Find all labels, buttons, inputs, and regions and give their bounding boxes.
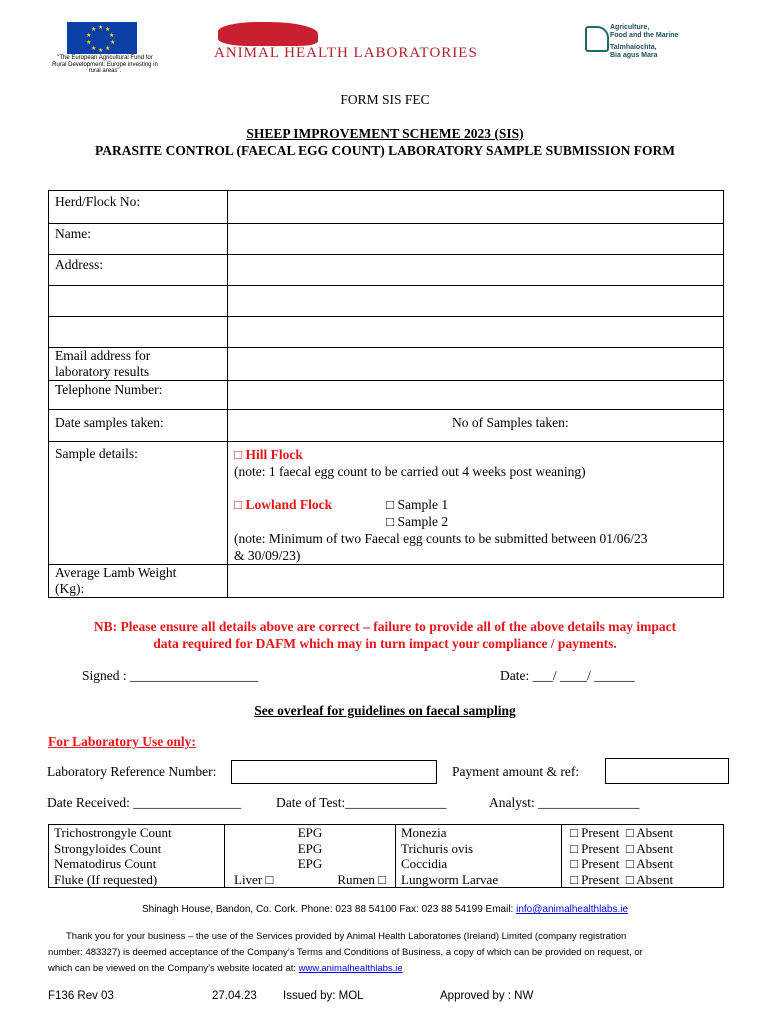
absent-checkbox[interactable]: □ [625, 825, 634, 840]
approved-by: Approved by : NW [440, 990, 534, 1002]
form-revision: F136 Rev 03 [48, 990, 114, 1002]
herd-label: Herd/Flock No: [55, 194, 141, 209]
herd-input[interactable] [228, 191, 724, 224]
date-of-test-field[interactable]: Date of Test:_______________ [276, 795, 447, 810]
lamb-weight-input[interactable] [228, 565, 724, 598]
absent-checkbox[interactable]: □ [625, 871, 634, 887]
name-label: Name: [55, 226, 91, 241]
email-link[interactable]: info@animalhealthlabs.ie [516, 904, 629, 915]
form-date: 27.04.23 [212, 990, 257, 1002]
sample-1-checkbox[interactable]: □ [386, 497, 395, 512]
footer-terms: Thank you for your business – the use of the Services provided by Animal Health Laboratories (Ireland) Limited (company registration number: 483327) is deemed acceptance of the Company’s Terms and Conditions of Business, a copy of which can be provided on request, or which can be viewed on the Company’s website located at: www.animalhealthlabs.ie [48, 931, 643, 974]
rumen-label: Rumen [337, 871, 375, 887]
sample-details-cell: □ Hill Flock (note: 1 faecal egg count to be carried out 4 weeks post weaning) □ Lowland Flock □ Sample 1 □ Sample 2 (note: Minimum of two Faecal egg counts to be submitted between 01/06/23 & 30/09/23) [228, 442, 724, 565]
harp-icon [585, 26, 609, 52]
name-input[interactable] [228, 224, 724, 255]
absent-checkbox[interactable]: □ [625, 840, 634, 856]
lab-use-heading: For Laboratory Use only: [48, 734, 196, 749]
hill-flock-checkbox[interactable]: □ [234, 447, 243, 462]
address-input-1[interactable] [228, 255, 724, 286]
count-types-cell: Trichostrongyle Count Strongyloides Count Nematodirus Count Fluke (If requested) [49, 825, 225, 888]
address-input-3[interactable] [228, 317, 724, 348]
no-samples-label: No of Samples taken: [452, 415, 569, 430]
overleaf-note: See overleaf for guidelines on faecal sampling [254, 703, 516, 718]
lowland-flock-label: Lowland Flock [245, 497, 333, 512]
liver-checkbox[interactable]: □ [265, 871, 274, 887]
lowland-flock-checkbox[interactable]: □ [234, 497, 243, 512]
analyst-field[interactable]: Analyst: _______________ [489, 795, 640, 810]
date-field[interactable]: Date: ___/ ____/ ______ [500, 668, 635, 683]
lowland-note: (note: Minimum of two Faecal egg counts to be submitted between 01/06/23 [234, 531, 648, 546]
sample-1-label: Sample 1 [397, 497, 449, 512]
present-checkbox[interactable]: □ [570, 871, 578, 887]
present-absent-cell: □ Present □ Absent □ Present □ Absent □ Present □ Absent □ Present □ Absent [562, 825, 724, 888]
email-label: Email address for [55, 348, 151, 363]
ahl-logo-text: ANIMAL HEALTH LABORATORIES [214, 45, 478, 61]
telephone-input[interactable] [228, 381, 724, 410]
liver-label: Liver [234, 871, 263, 887]
sample-2-label: Sample 2 [397, 514, 449, 529]
sample-details-label: Sample details: [55, 446, 138, 461]
absent-checkbox[interactable]: □ [625, 856, 634, 871]
parasite-types-cell: Monezia Trichuris ovis Coccidia Lungworm Larvae [396, 825, 562, 888]
present-checkbox[interactable]: □ [570, 840, 578, 856]
email-input[interactable] [228, 348, 724, 381]
dafm-logo-text: Agriculture, Food and the Marine Talmhaíochta, Bia agus Mara [610, 24, 679, 59]
address-input-2[interactable] [228, 286, 724, 317]
lab-results-table [48, 824, 724, 888]
date-samples-label: Date samples taken: [55, 415, 164, 430]
scheme-title: SHEEP IMPROVEMENT SCHEME 2023 (SIS) [246, 126, 524, 141]
eu-flag-logo: ★ ★ ★ ★ ★ ★ ★ ★ ★ ★ [67, 22, 137, 54]
hill-note: (note: 1 faecal egg count to be carried out 4 weeks post weaning) [234, 464, 586, 479]
lab-ref-input[interactable] [231, 760, 437, 784]
telephone-label: Telephone Number: [55, 382, 163, 397]
present-checkbox[interactable]: □ [570, 825, 578, 840]
signed-field[interactable]: Signed : ___________________ [82, 668, 259, 683]
ahl-animal-logo-icon [218, 22, 318, 46]
submission-table: Herd/Flock No: Name: Address: Email address for laboratory results Telephone Number: Date samples taken: No of Samples taken: Sample details: □ Hill Flock (note: 1 faecal egg count to be carried out 4 weeks post weaning) □ Lowland Flock □ Sample 1 □ Sample 2 (note: Minimum of two Faecal egg counts to be submitted between 01/06/23 & 30/09/23) Average Lamb Weight (Kg): [48, 190, 724, 598]
hill-flock-label: Hill Flock [245, 447, 303, 462]
website-link[interactable]: www.animalhealthlabs.ie [298, 963, 403, 974]
payment-input[interactable] [605, 758, 729, 784]
sample-2-checkbox[interactable]: □ [386, 514, 395, 529]
footer-address: Shinagh House, Bandon, Co. Cork. Phone: 023 88 54100 Fax: 023 88 54199 Email: info@animalhealthlabs.ie [141, 904, 629, 915]
address-label: Address: [55, 257, 103, 272]
epg-cell: EPG EPG EPG Liver □ Rumen □ [225, 825, 396, 888]
present-checkbox[interactable]: □ [570, 856, 578, 871]
payment-label: Payment amount & ref: [452, 764, 580, 779]
lab-ref-label: Laboratory Reference Number: [47, 764, 217, 779]
rumen-checkbox[interactable]: □ [378, 871, 386, 887]
form-code: FORM SIS FEC [340, 92, 430, 107]
issued-by: Issued by: MOL [283, 990, 364, 1002]
eu-fund-caption: "The European Agricultural Fund for Rural Development: Europe investing in rural areas". [52, 55, 158, 74]
date-received-field[interactable]: Date Received: ________________ [47, 795, 242, 810]
lamb-weight-label: Average Lamb Weight [55, 565, 177, 580]
nb-warning: NB: Please ensure all details above are correct – failure to provide all of the above details may impact data required for DAFM which may in turn impact your compliance / payments. [93, 619, 677, 651]
form-title: PARASITE CONTROL (FAECAL EGG COUNT) LABORATORY SAMPLE SUBMISSION FORM [94, 143, 676, 158]
